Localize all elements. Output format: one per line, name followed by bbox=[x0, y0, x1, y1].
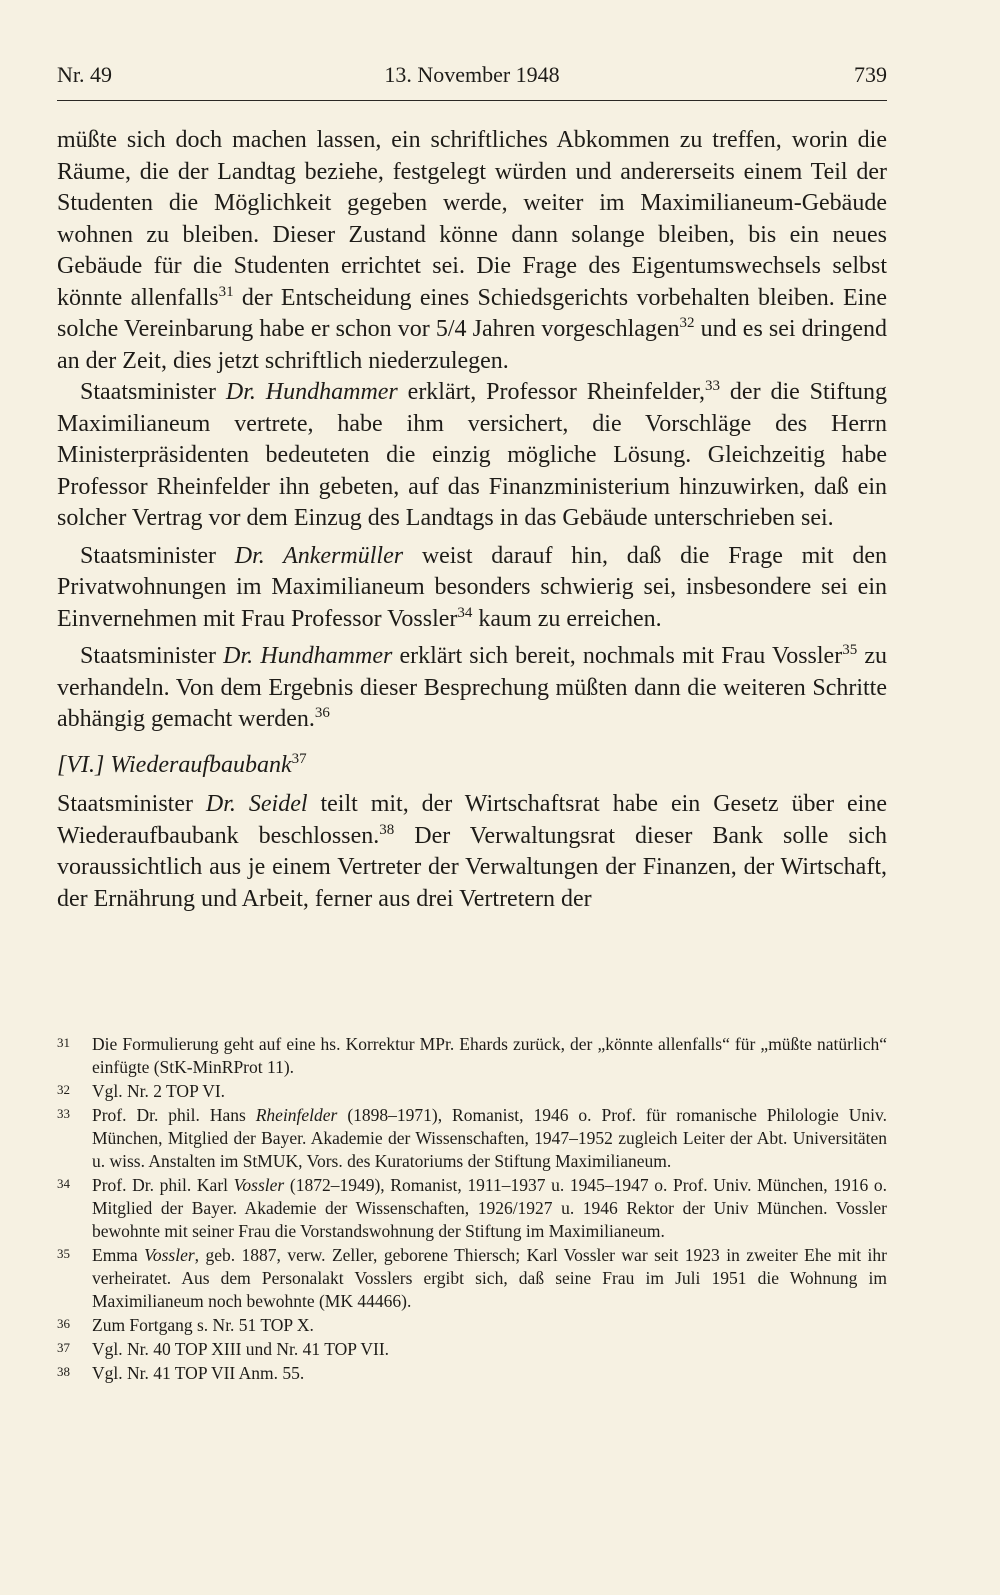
footnote-37: 37 Vgl. Nr. 40 TOP XIII und Nr. 41 TOP VII. bbox=[57, 1338, 887, 1361]
footnote-32: 32 Vgl. Nr. 2 TOP VI. bbox=[57, 1080, 887, 1103]
paragraph-2: Staatsminister Dr. Hundhammer erklärt, Professor Rheinfelder,$^{33}$ der die Stiftung Maximilianeum vertrete, habe ihm versichert, die Vorschläge des Herrn Ministerpräsidenten bedeuteten die einzig mögliche Lösung. Gleichzeitig habe Professor Rheinfelder ihn gebeten, auf das Finanzministerium hinzuwirken, daß ein solcher Vertrag vor dem Einzug des Landtags in das Gebäude unterschrieben sei. bbox=[57, 378, 888, 531]
footnote-number: 31 bbox=[57, 1035, 70, 1050]
footnote-number: 33 bbox=[57, 1106, 70, 1121]
footnote-number: 34 bbox=[57, 1176, 70, 1191]
section-title: Wiederaufbaubank bbox=[110, 751, 292, 778]
paragraph-5: Staatsminister Dr. Seidel teilt mit, der Wirtschaftsrat habe ein Gesetz über eine Wiederaufbaubank beschlossen.$^{38}$ Der Verwaltungsrat dieser Bank solle sich voraussichtlich aus je einem Vertreter der Verwaltungen der Finanzen, der Wirtschaft, der Ernährung und Arbeit, ferner aus drei Vertretern der bbox=[57, 791, 887, 912]
paragraph-4: Staatsminister Dr. Hundhammer erklärt sich bereit, nochmals mit Frau Vossler$^{35}$ zu verhandeln. Von dem Ergebnis dieser Besprechung müßten dann die weiteren Schritte abhängig gemacht werden.$^{36}$ bbox=[57, 642, 888, 732]
footnote-ref-38[interactable]: 38 bbox=[379, 821, 395, 838]
footnote-ref-37[interactable]: 37 bbox=[291, 750, 307, 767]
footnote-ref-33[interactable]: 33 bbox=[705, 378, 721, 394]
footnote-33: 33 Prof. Dr. phil. Hans Rheinfelder (1898–1971), Romanist, 1946 o. Prof. für romanische Philologie Univ. München, Mitglied der Bayer. Akademie der Wissenschaften, 1947–1952 zugleich Leiter der Abt. Universitäten u. wiss. Anstalten im StMUK, Vors. des Kuratoriums der Stiftung Maximilianeum. bbox=[57, 1104, 887, 1173]
section-number: [VI.] bbox=[57, 751, 111, 778]
running-header bbox=[57, 58, 887, 101]
page-number: 739 bbox=[854, 62, 887, 87]
main-text bbox=[57, 125, 887, 915]
title-dr: Dr. bbox=[234, 542, 284, 569]
speaker-name: Hundhammer bbox=[265, 379, 398, 405]
section-heading bbox=[57, 750, 887, 782]
footnote-ref-36[interactable]: 36 bbox=[314, 705, 330, 721]
footnote-35: 35 Emma Vossler, geb. 1887, verw. Zeller, geborene Thiersch; Karl Vossler war seit 1923 in zweiter Ehe mit ihr verheiratet. Aus dem Personalakt Vosslers ergibt sich, daß seine Frau im Juli 1951 die Wohnung im Maximilianeum noch bewohnte (MK 44466). bbox=[57, 1244, 887, 1313]
title-dr: Dr. bbox=[225, 379, 266, 405]
footnote-number: 38 bbox=[57, 1364, 70, 1379]
footnote-ref-32[interactable]: 32 bbox=[679, 315, 695, 331]
speaker-name: Seidel bbox=[248, 791, 308, 817]
paragraph-3: Staatsminister Dr. Ankermüller weist darauf hin, daß die Frage mit den Privatwohnungen im Maximilianeum besonders schwierig sei, insbesondere sei ein Einvernehmen mit Frau Professor Vossler$^{34}$ kaum zu erreichen. bbox=[57, 542, 888, 632]
footnote-ref-31[interactable]: 31 bbox=[218, 283, 234, 300]
speaker-name: Ankermüller bbox=[283, 542, 404, 569]
title-dr: Dr. bbox=[223, 643, 261, 669]
speaker-name: Hundhammer bbox=[260, 643, 393, 669]
footnote-ref-35[interactable]: 35 bbox=[842, 642, 858, 658]
footnote-38: 38 Vgl. Nr. 41 TOP VII Anm. 55. bbox=[57, 1362, 887, 1385]
footnote-31: 31 Die Formulierung geht auf eine hs. Korrektur MPr. Ehards zurück, der „könnte allenfalls“ für „müßte natürlich“ einfügte (StK-MinRProt 11). bbox=[57, 1033, 887, 1079]
footnote-number: 36 bbox=[57, 1316, 70, 1331]
footnote-34: 34 Prof. Dr. phil. Karl Vossler (1872–1949), Romanist, 1911–1937 u. 1945–1947 o. Prof. Univ. München, 1916 o. Mitglied der Bayer. Akademie der Wissenschaften, 1926/1927 u. 1946 Rektor der Univ München. Vossler bewohnte mit seiner Frau die Vorstandswohnung der Stiftung im Maximilianeum. bbox=[57, 1174, 887, 1243]
document-number: Nr. 49 bbox=[57, 62, 112, 87]
paragraph-1: müßte sich doch machen lassen, ein schriftliches Abkommen zu treffen, worin die Räume, die der Landtag beziehe, festgelegt würden und andererseits einem Teil der Studenten die Möglichkeit gegeben werde, weiter im Maximilianeum-Gebäude wohnen zu bleiben. Dieser Zustand könne dann solange bleiben, bis ein neues Gebäude für die Studenten errichtet sei. Die Frage des Eigentumswechsels selbst könnte allenfalls$^{31}$ der Entscheidung eines Schiedsgerichts vorbehalten bleiben. Eine solche Vereinbarung habe er schon vor 5/4 Jahren vorgeschlagen$^{32}$ und es sei dringend an der Zeit, dies jetzt schriftlich niederzulegen. bbox=[57, 127, 888, 374]
title-dr: Dr. bbox=[205, 791, 249, 817]
footnote-ref-34[interactable]: 34 bbox=[457, 604, 473, 621]
session-date: 13. November 1948 bbox=[384, 62, 560, 87]
footnote-number: 35 bbox=[57, 1246, 70, 1261]
footnote-number: 37 bbox=[57, 1340, 70, 1355]
footnotes bbox=[57, 1033, 887, 1386]
footnote-number: 32 bbox=[57, 1082, 70, 1097]
footnote-36: 36 Zum Fortgang s. Nr. 51 TOP X. bbox=[57, 1314, 887, 1337]
